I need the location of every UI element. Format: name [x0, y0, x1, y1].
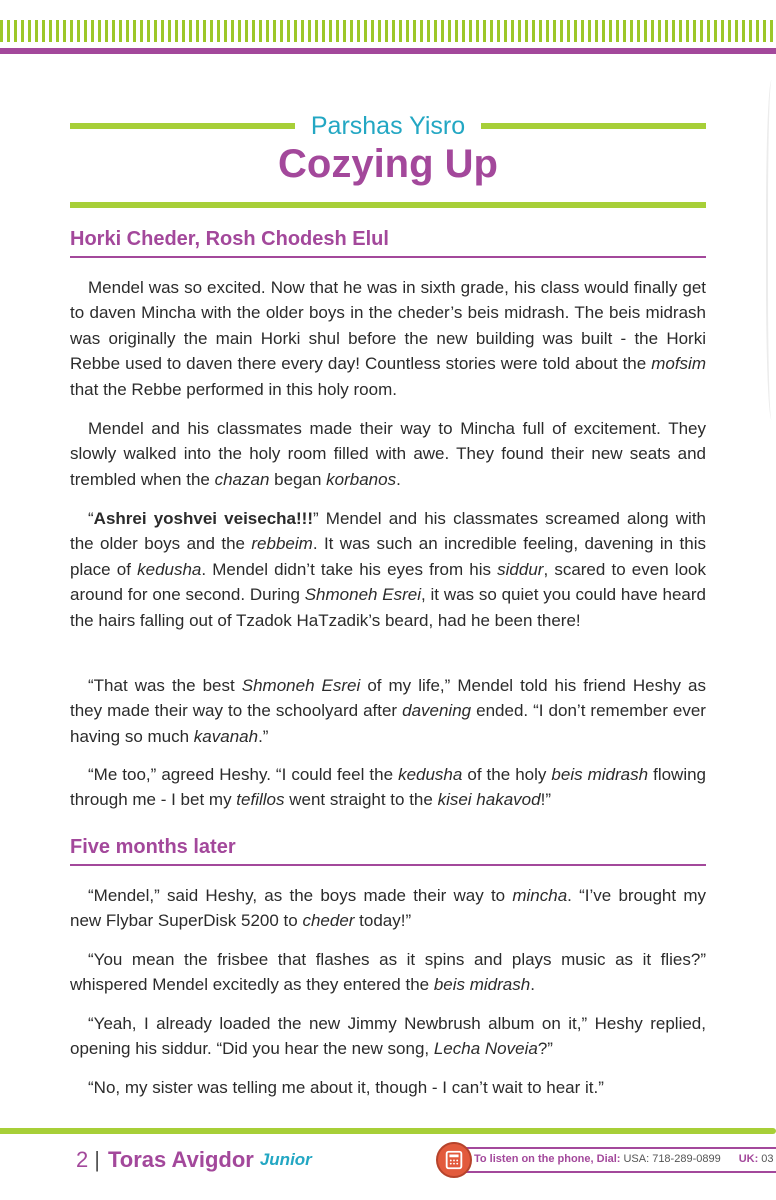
- phone-text: [474, 1153, 774, 1165]
- page-number: 2: [76, 1147, 89, 1172]
- footer-rule: [0, 1128, 776, 1134]
- parsha-row: [70, 108, 706, 144]
- story-paragraph: Mendel and his classmates made their way to Mincha full of excitement. They slowly walked into the holy room filled with awe. They found their new seats and trembled when the chazan began korbanos.: [70, 419, 706, 489]
- top-purple-bar: [0, 48, 776, 54]
- story-paragraph: “Ashrei yoshvei veisecha!!!” Mendel and his classmates screamed along with the older boys and the rebbeim. It was such an incredible feeling, davening in this place of kedusha. Mendel didn’t take his eyes from his siddur, scared to even look around for one second. During Shmoneh Esrei, it was so quiet you could have heard the hairs falling out of Tzadok HaTzadik’s beard, had he been there!: [70, 509, 707, 630]
- phone-uk: 03: [761, 1153, 774, 1165]
- brand-sub: Junior: [259, 1150, 312, 1169]
- footer-branding: [76, 1146, 312, 1174]
- parsha-rule-right: [481, 123, 706, 129]
- parsha-rule-left: [70, 123, 295, 129]
- story-paragraph: “Me too,” agreed Heshy. “I could feel the kedusha of the holy beis midrash flowing through me - I bet my tefillos went straight to the kisei hakavod!”: [70, 765, 707, 810]
- story-paragraph: “Mendel,” said Heshy, as the boys made their way to mincha. “I’ve brought my new Flybar SuperDisk 5200 to cheder today!”: [70, 886, 706, 931]
- top-stripe-decoration: [0, 20, 776, 42]
- phone-icon: [436, 1142, 472, 1178]
- brand-name: Toras Avigdor: [107, 1147, 254, 1172]
- phone-keypad-icon: [443, 1149, 465, 1171]
- story-paragraph: “You mean the frisbee that flashes as it spins and plays music as it flies?” whispered Mendel excitedly as they entered the beis midrash.: [70, 950, 706, 995]
- phone-uk-label: UK:: [738, 1153, 759, 1165]
- footer-separator: |: [94, 1147, 100, 1172]
- section-heading: Horki Cheder, Rosh Chodesh Elul: [70, 228, 706, 258]
- section-heading: Five months later: [70, 836, 706, 866]
- page-edge-decoration: [766, 80, 776, 420]
- phone-usa: USA: 718-289-0899: [623, 1153, 721, 1165]
- title-rule: [70, 202, 706, 208]
- story-title: Cozying Up: [278, 142, 498, 186]
- story-paragraph: “That was the best Shmoneh Esrei of my life,” Mendel told his friend Heshy as they made their way to the schoolyard after davening ended. “I don’t remember ever having so much kavanah.”: [70, 676, 706, 746]
- phone-label: To listen on the phone, Dial:: [474, 1153, 621, 1165]
- story-paragraph: “Yeah, I already loaded the new Jimmy Newbrush album on it,” Heshy replied, opening his siddur. “Did you hear the new song, Lecha Noveia?”: [70, 1014, 706, 1059]
- parsha-name: Parshas Yisro: [310, 111, 466, 140]
- story-paragraph: “No, my sister was telling me about it, though - I can’t wait to hear it.”: [88, 1078, 604, 1097]
- story-paragraph: Mendel was so excited. Now that he was in sixth grade, his class would finally get to daven Mincha with the older boys in the cheder’s beis midrash. The beis midrash was originally the main Horki shul before the new building was built - the Horki Rebbe used to daven there every day! Countless stories were told about the mofsim that the Rebbe performed in this holy room.: [70, 278, 706, 399]
